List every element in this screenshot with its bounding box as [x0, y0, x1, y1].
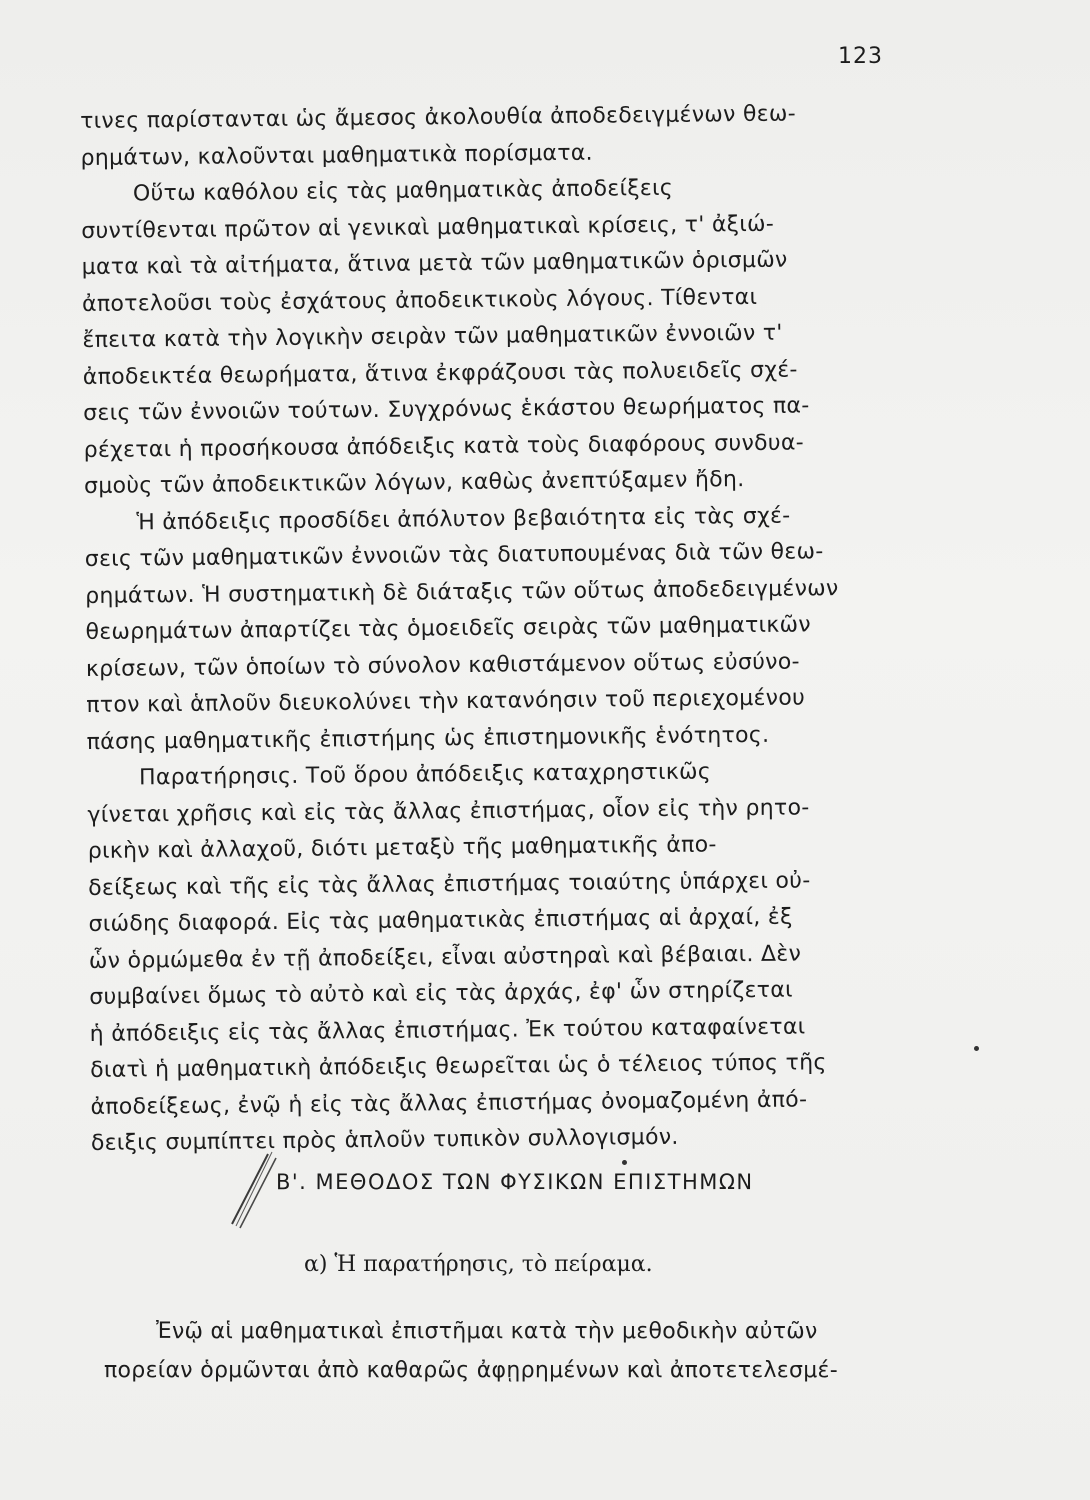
- text-line: ρέχεται ἡ προσήκουσα ἀπόδειξις κατὰ τοὺς διαφόρους συνδυα-: [83, 429, 805, 463]
- text-line: τινες παρίστανται ὡς ἄμεσος ἀκολουθία ἀποδεδειγμένων θεω-: [80, 101, 797, 134]
- text-line: ρημάτων, καλοῦνται μαθηματικὰ πορίσματα.: [80, 140, 594, 171]
- section-heading: Β'. ΜΕΘΟΔΟΣ ΤΩΝ ΦΥΣΙΚΩΝ ΕΠΙΣΤΗΜΩΝ: [276, 1170, 754, 1194]
- paragraph-start-line: Ἐνῷ αἱ μαθηματικαὶ ἐπιστῆμαι κατὰ τὴν μεθοδικὴν αὐτῶν: [156, 1319, 818, 1344]
- text-line: σιώδης διαφορά. Εἰς τὰς μαθηματικὰς ἐπιστήμας αἱ ἀρχαί, ἐξ: [88, 904, 793, 937]
- text-line: ἀποδεικτέα θεωρήματα, ἅτινα ἐκφράζουσι τὰς πολυειδεῖς σχέ-: [82, 356, 798, 390]
- text-line: ἀποδείξεως, ἐνῷ ἡ εἰς τὰς ἄλλας ἐπιστήμας ὀνομαζομένη ἀπό-: [90, 1086, 808, 1120]
- paragraph-start-line: Ἡ ἀπόδειξις προσδίδει ἀπόλυτον βεβαιότητα εἰς τὰς σχέ-: [136, 503, 791, 535]
- ink-dot: [974, 1046, 979, 1051]
- text-line: διατὶ ἡ μαθηματικὴ ἀπόδειξις θεωρεῖται ὡς ὁ τέλειος τύπος τῆς: [89, 1050, 827, 1083]
- ink-dot: [622, 1160, 627, 1165]
- text-line: σεις τῶν ἐννοιῶν τούτων. Συγχρόνως ἑκάστου θεωρήματος πα-: [83, 393, 810, 426]
- page-number: 123: [838, 44, 883, 69]
- text-line: δείξεως καὶ τῆς εἰς τὰς ἄλλας ἐπιστήμας τοιαύτης ὑπάρχει οὐ-: [88, 867, 811, 901]
- paragraph-start-line: Παρατήρησις. Τοῦ ὅρου ἀπόδειξις καταχρηστικῶς: [138, 759, 712, 791]
- text-line: πτον καὶ ἁπλοῦν διευκολύνει τὴν κατανόησιν τοῦ περιεχομένου: [86, 685, 806, 718]
- text-line: δειξις συμπίπτει πρὸς ἁπλοῦν τυπικὸν συλλογισμόν.: [90, 1124, 679, 1156]
- text-line: ἀποτελοῦσι τοὺς ἐσχάτους ἀποδεικτικοὺς λόγους. Τίθενται: [81, 284, 758, 317]
- text-line: ἡ ἀπόδειξις εἰς τὰς ἄλλας ἐπιστήμας. Ἐκ τούτου καταφαίνεται: [89, 1013, 806, 1047]
- text-line: κρίσεων, τῶν ὁποίων τὸ σύνολον καθιστάμενον οὕτως εὐσύνο-: [85, 648, 800, 682]
- text-line: γίνεται χρῆσις καὶ εἰς τὰς ἄλλας ἐπιστήμας, οἷον εἰς τὴν ρητο-: [87, 794, 810, 828]
- text-line: σεις τῶν μαθηματικῶν ἐννοιῶν τὰς διατυπουμένας διὰ τῶν θεω-: [84, 539, 824, 572]
- text-line: πορείαν ὁρμῶνται ἀπὸ καθαρῶς ἀφῃρημένων καὶ ἀποτετελεσμέ-: [104, 1358, 838, 1383]
- text-line: πάσης μαθηματικῆς ἐπιστήμης ὡς ἐπιστημονικῆς ἑνότητος.: [86, 722, 770, 755]
- text-line: ἔπειτα κατὰ τὴν λογικὴν σειρὰν τῶν μαθηματικῶν ἐννοιῶν τ': [82, 320, 783, 353]
- text-line: ὧν ὁρμώμεθα ἐν τῇ ἀποδείξει, εἶναι αὐστηραὶ καὶ βέβαιαι. Δὲν: [88, 940, 802, 974]
- text-line: συντίθενται πρῶτον αἱ γενικαὶ μαθηματικαὶ κρίσεις, τ' ἀξιώ-: [81, 211, 775, 244]
- pencil-mark-icon: [210, 1150, 280, 1230]
- text-line: σμοὺς τῶν ἀποδεικτικῶν λόγων, καθὼς ἀνεπτύξαμεν ἤδη.: [83, 467, 745, 499]
- subsection-heading: α) Ἡ παρατήρησις, τὸ πείραμα.: [304, 1252, 653, 1277]
- text-line: συμβαίνει ὅμως τὸ αὐτὸ καὶ εἰς τὰς ἀρχάς, ἐφ' ὧν στηρίζεται: [89, 977, 793, 1010]
- text-line: ρικὴν καὶ ἀλλαχοῦ, διότι μεταξὺ τῆς μαθηματικῆς ἀπο-: [87, 832, 717, 864]
- text-line: ματα καὶ τὰ αἰτήματα, ἅτινα μετὰ τῶν μαθηματικῶν ὁρισμῶν: [81, 247, 788, 280]
- text-line: ρημάτων. Ἡ συστηματικὴ δὲ διάταξις τῶν οὕτως ἀποδεδειγμένων: [85, 575, 839, 609]
- body-text: [80, 95, 951, 1162]
- closing-paragraph: [104, 1312, 964, 1390]
- text-line: θεωρημάτων ἀπαρτίζει τὰς ὁμοειδεῖς σειρὰς τῶν μαθηματικῶν: [85, 612, 812, 645]
- paragraph-start-line: Οὕτω καθόλου εἰς τὰς μαθηματικὰς ἀποδείξεις: [132, 175, 674, 207]
